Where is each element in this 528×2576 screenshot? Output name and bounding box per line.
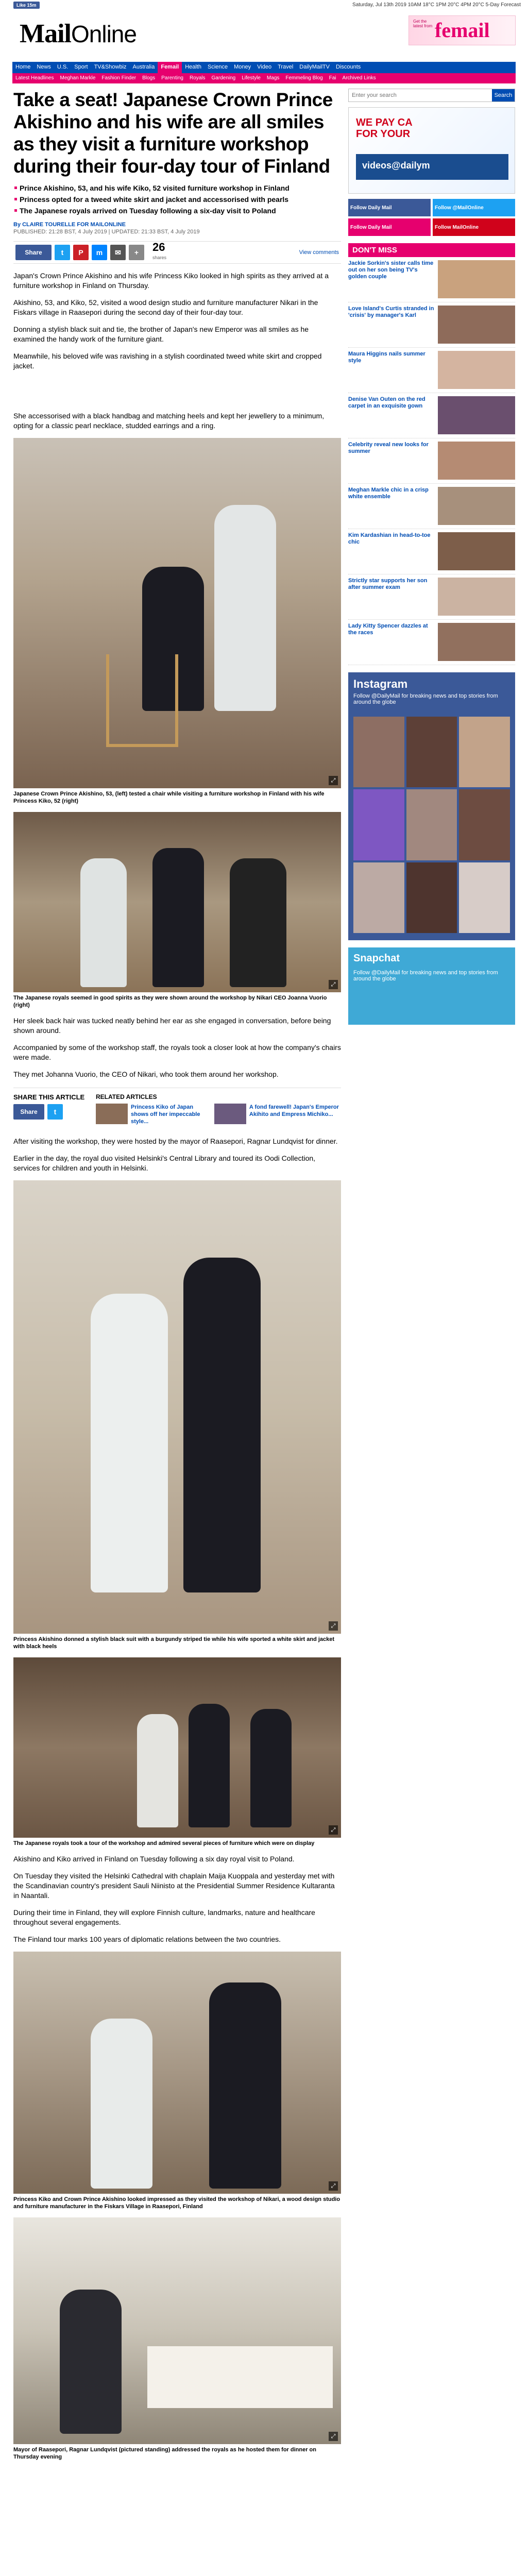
dont-miss-thumbnail [438, 623, 515, 661]
dont-miss-item[interactable] [348, 484, 515, 529]
spacer [13, 376, 341, 404]
nav-item[interactable]: News [37, 64, 51, 70]
paragraph: After visiting the workshop, they were hosted by the mayor of Raasepori, Ragnar Lundqvist for dinner. [13, 1137, 338, 1145]
dont-miss-item[interactable] [348, 574, 515, 620]
article-bullets [13, 182, 341, 216]
prince-figure [152, 848, 204, 987]
instagram-grid [353, 717, 510, 933]
dont-miss-link[interactable]: Celebrity reveal new looks for summer [348, 442, 429, 454]
publish-date: PUBLISHED: 21:28 BST, 4 July 2019 | UPDATED: 21:33 BST, 4 July 2019 [13, 229, 200, 235]
image-caption: The Japanese royals seemed in good spirits as they were shown around the workshop by Nikari CEO Joanna Vuorio (right) [13, 995, 327, 1008]
subnav-item[interactable]: Lifestyle [242, 75, 261, 81]
dont-miss-thumbnail [438, 260, 515, 298]
image-caption: Mayor of Raasepori, Ragnar Lundqvist (pictured standing) addressed the royals as he hosted them for dinner on Thursday evening [13, 2447, 316, 2460]
subnav-item[interactable]: Meghan Markle [60, 75, 96, 81]
femail-sub: Get the latest from [413, 19, 433, 28]
prince-figure [183, 1258, 261, 1592]
nav-item[interactable]: Health [185, 64, 201, 70]
dont-miss-link[interactable]: Kim Kardashian in head-to-toe chic [348, 532, 431, 545]
dont-miss-item[interactable] [348, 348, 515, 393]
logo-online: Online [71, 21, 137, 47]
site-search [348, 89, 515, 102]
share-count: 26 shares [152, 241, 167, 260]
princess-figure [80, 858, 127, 987]
dont-miss-link[interactable]: Meghan Markle chic in a crisp white ensemble [348, 487, 429, 500]
article-image[interactable] [13, 1952, 341, 2194]
subnav-item[interactable]: Gardening [211, 75, 236, 81]
dont-miss-link[interactable]: Denise Van Outen on the red carpet in an exquisite gown [348, 396, 425, 409]
email-icon[interactable]: ✉ [110, 245, 126, 260]
nav-item[interactable]: Money [234, 64, 251, 70]
dont-miss-item[interactable] [348, 438, 515, 484]
nav-item[interactable]: Travel [278, 64, 294, 70]
paragraph: Accompanied by some of the workshop staff, the royals took a closer look at how the company's chairs were made. [13, 1043, 341, 1061]
top-strip [0, 0, 528, 11]
article-image[interactable] [13, 1180, 341, 1634]
bullet-item: Prince Akishino, 53, and his wife Kiko, 52 visited furniture workshop in Finland [13, 182, 341, 194]
paragraph: Meanwhile, his beloved wife was ravishing in a stylish coordinated tweed white skirt and cropped jacket. [13, 352, 322, 370]
bullet-item: Princess opted for a tweed white skirt and jacket and accessorised with pearls [13, 194, 341, 205]
follow-button[interactable]: Follow @MailOnline [433, 199, 515, 216]
princess-figure [137, 1714, 178, 1827]
dinner-table [147, 2346, 333, 2408]
princess-figure [91, 2019, 152, 2189]
image-caption: Japanese Crown Prince Akishino, 53, (left) tested a chair while visiting a furniture workshop in Finland with his wife Princess Kiko, 52 (right) [13, 791, 325, 804]
site-logo[interactable] [20, 19, 137, 49]
dont-miss-item[interactable] [348, 393, 515, 438]
related-item[interactable] [96, 1104, 209, 1125]
instagram-title: Instagram [353, 677, 408, 690]
prince-figure [189, 1704, 230, 1827]
search-input[interactable] [349, 89, 492, 101]
expand-icon[interactable]: ⤢ [329, 1825, 338, 1835]
related-articles [13, 1088, 341, 1129]
nav-item[interactable]: U.S. [57, 64, 69, 70]
nav-item[interactable]: Femail [158, 62, 182, 73]
expand-icon[interactable]: ⤢ [329, 980, 338, 989]
femail-banner[interactable] [408, 15, 516, 45]
dont-miss-thumbnail [438, 351, 515, 389]
comments-link[interactable]: View comments [299, 249, 339, 256]
twitter-icon[interactable]: t [47, 1104, 63, 1120]
chair-shape [106, 654, 178, 747]
instagram-sub: Follow @DailyMail for breaking news and top stories from around the globe [353, 693, 498, 705]
article-body [13, 89, 341, 2461]
snapchat-sub: Follow @DailyMail for breaking news and top stories from around the globe [353, 970, 498, 982]
prince-figure [209, 1982, 281, 2189]
subnav-item[interactable]: Mags [266, 75, 280, 81]
dont-miss-link[interactable]: Love Island's Curtis stranded in 'crisis' by manager's Karl [348, 306, 434, 318]
bullet-item: The Japanese royals arrived on Tuesday following a six-day visit to Poland [13, 205, 341, 216]
nav-item[interactable]: Australia [132, 64, 155, 70]
main-nav [12, 62, 516, 73]
follow-button[interactable]: Follow MailOnline [433, 218, 515, 236]
dont-miss-thumbnail [438, 578, 515, 616]
dont-miss-item[interactable] [348, 620, 515, 665]
follow-buttons [348, 199, 515, 236]
related-heading: RELATED ARTICLES [96, 1093, 157, 1100]
dont-miss-thumbnail [438, 532, 515, 570]
paragraph: They met Johanna Vuorio, the CEO of Nikari, who took them around her workshop. [13, 1070, 279, 1078]
princess-figure [91, 1294, 168, 1592]
follow-button[interactable]: Follow Daily Mail [348, 218, 431, 236]
ceo-figure [230, 858, 286, 987]
expand-icon[interactable]: ⤢ [329, 2181, 338, 2191]
headline: Take a seat! Japanese Crown Prince Akishino and his wife are all smiles as they visit a furniture workshop during their four-day tour of Finland [13, 89, 333, 177]
dont-miss-heading: DON'T MISS [348, 243, 515, 257]
related-link[interactable]: Princess Kiko of Japan shows off her impeccable style... [131, 1104, 200, 1125]
date-weather: Saturday, Jul 13th 2019 10AM 18°C 1PM 20°C 4PM 20°C 5-Day Forecast [352, 2, 521, 8]
subnav-item[interactable]: Fashion Finder [101, 75, 137, 81]
article-image[interactable] [13, 2217, 341, 2444]
instagram-thumb[interactable] [406, 717, 457, 787]
logo-mail: Mail [20, 19, 71, 48]
nav-item[interactable]: Science [208, 64, 228, 70]
dont-miss-item[interactable] [348, 257, 515, 302]
snapchat-box[interactable] [348, 947, 515, 1025]
dont-miss-thumbnail [438, 396, 515, 434]
princess-figure [214, 505, 276, 711]
subnav-item[interactable]: Parenting [161, 75, 183, 81]
mayor-figure [60, 2290, 122, 2434]
nav-item[interactable]: Sport [74, 64, 88, 70]
article-image[interactable] [13, 812, 341, 992]
subnav-item[interactable]: Royals [189, 75, 206, 81]
subnav-item[interactable]: Archived Links [342, 75, 376, 81]
expand-icon[interactable]: ⤢ [329, 776, 338, 785]
paragraph: Japan's Crown Prince Akishino and his wife Princess Kiko looked in high spirits as they arrived at a furniture workshop in Finland on Thursday. [13, 272, 329, 290]
sub-nav [12, 73, 516, 83]
instagram-thumb[interactable] [459, 862, 510, 933]
nav-item[interactable]: TV&Showbiz [94, 64, 127, 70]
related-thumbnail [96, 1104, 128, 1124]
expand-icon[interactable]: ⤢ [329, 1621, 338, 1631]
staff-figure [250, 1709, 292, 1827]
related-link[interactable]: A fond farewell! Japan's Emperor Akihito and Empress Michiko... [249, 1104, 339, 1117]
dont-miss-link[interactable]: Maura Higgins nails summer style [348, 351, 425, 364]
paragraph: On Tuesday they visited the Helsinki Cathedral with chaplain Maija Kuoppala and yesterday met with the Scandinavian country's president Sauli Niinisto at the Presidential Summer Residence Kultaranta in Naantali. [13, 1872, 335, 1900]
expand-icon[interactable]: ⤢ [329, 2432, 338, 2441]
search-button[interactable]: Search [492, 89, 515, 101]
paragraph: Her sleek back hair was tucked neatly behind her ear as she engaged in conversation, before being shown around. [13, 1016, 331, 1035]
dont-miss-thumbnail [438, 487, 515, 525]
twitter-icon[interactable]: t [55, 245, 70, 260]
ad-banner: videos@dailym [356, 154, 508, 180]
dont-miss-thumbnail [438, 442, 515, 480]
subnav-item[interactable]: Blogs [142, 75, 156, 81]
instagram-thumb[interactable] [406, 789, 457, 860]
dont-miss-link[interactable]: Strictly star supports her son after summer exam [348, 578, 428, 590]
site-header [0, 11, 528, 61]
pinterest-icon[interactable]: P [73, 245, 89, 260]
dont-miss-thumbnail [438, 306, 515, 344]
follow-button[interactable]: Follow Daily Mail [348, 199, 431, 216]
paragraph: Akishino, 53, and Kiko, 52, visited a wood design studio and furniture manufacturer Nikari in the Fiskars village in Raasepori during the second day of their four-day tour. [13, 298, 318, 316]
related-item[interactable] [214, 1104, 341, 1125]
instagram-thumb[interactable] [459, 789, 510, 860]
article-image[interactable] [13, 1657, 341, 1838]
instagram-thumb[interactable] [353, 717, 404, 787]
femail-wordmark: femail [435, 19, 490, 42]
share-article-heading: SHARE THIS ARTICLE [13, 1093, 85, 1101]
byline[interactable]: By CLAIRE TOURELLE FOR MAILONLINE [13, 222, 126, 228]
subnav-item[interactable]: Latest Headlines [15, 75, 54, 81]
messenger-icon[interactable]: m [92, 245, 107, 260]
nav-item[interactable]: DailyMailTV [299, 64, 330, 70]
image-caption: Princess Akishino donned a stylish black suit with a burgundy striped tie while his wife sported a white skirt and jacket with black heels [13, 1636, 335, 1650]
instagram-thumb[interactable] [406, 862, 457, 933]
instagram-thumb[interactable] [353, 862, 404, 933]
image-caption: Princess Kiko and Crown Prince Akishino looked impressed as they visited the workshop of Nikari, a wood design studio and furniture manufacturer in the Fiskars Village in Raasepori, Finland [13, 2196, 340, 2210]
nav-item[interactable]: Home [15, 64, 31, 70]
more-share-icon[interactable]: + [129, 245, 144, 260]
paragraph: She accessorised with a black handbag and matching heels and kept her jewellery to a minimum, opting for a classic pearl necklace, studded earrings and a ring. [13, 412, 325, 430]
nav-item[interactable]: Video [257, 64, 272, 70]
article-image[interactable] [13, 438, 341, 788]
related-list [96, 1093, 341, 1129]
snapchat-title: Snapchat [353, 953, 400, 964]
dont-miss-item[interactable] [348, 529, 515, 574]
facebook-like-button[interactable]: Like 15m [13, 2, 40, 9]
instagram-thumb[interactable] [353, 789, 404, 860]
sidebar [348, 89, 515, 1025]
paragraph: Donning a stylish black suit and tie, the brother of Japan's new Emperor was all smiles as he examined the handy work of the furniture giant. [13, 325, 309, 343]
dont-miss-link[interactable]: Jackie Sorkin's sister calls time out on her son being TV's golden couple [348, 260, 434, 280]
subnav-item[interactable]: Fai [329, 75, 336, 81]
paragraph: During their time in Finland, they will explore Finnish culture, landmarks, nature and healthcare throughout several engagements. [13, 1908, 315, 1926]
related-thumbnail [214, 1104, 246, 1124]
dont-miss-link[interactable]: Lady Kitty Spencer dazzles at the races [348, 623, 428, 636]
share-this-article [13, 1093, 96, 1129]
subnav-item[interactable]: Femmeling Blog [285, 75, 323, 81]
paragraph: Earlier in the day, the royal duo visited Helsinki's Central Library and toured its Oodi Collection, services for children and youth in Helsinki. [13, 1154, 316, 1172]
advert[interactable] [348, 107, 515, 194]
dont-miss-list [348, 257, 515, 665]
dont-miss-item[interactable] [348, 302, 515, 348]
paragraph: The Finland tour marks 100 years of diplomatic relations between the two countries. [13, 1935, 281, 1943]
nav-item[interactable]: Discounts [335, 64, 361, 70]
image-caption: The Japanese royals took a tour of the workshop and admired several pieces of furniture which were on display [13, 1840, 315, 1846]
instagram-box[interactable] [348, 672, 515, 940]
facebook-share-button[interactable]: Share [13, 1104, 44, 1120]
ad-headline: WE PAY CA FOR YOUR [356, 117, 413, 140]
instagram-thumb[interactable] [459, 717, 510, 787]
facebook-share-button[interactable]: Share [15, 245, 52, 260]
share-bar [13, 241, 341, 264]
paragraph: Akishino and Kiko arrived in Finland on Tuesday following a six day royal visit to Poland. [13, 1855, 295, 1863]
